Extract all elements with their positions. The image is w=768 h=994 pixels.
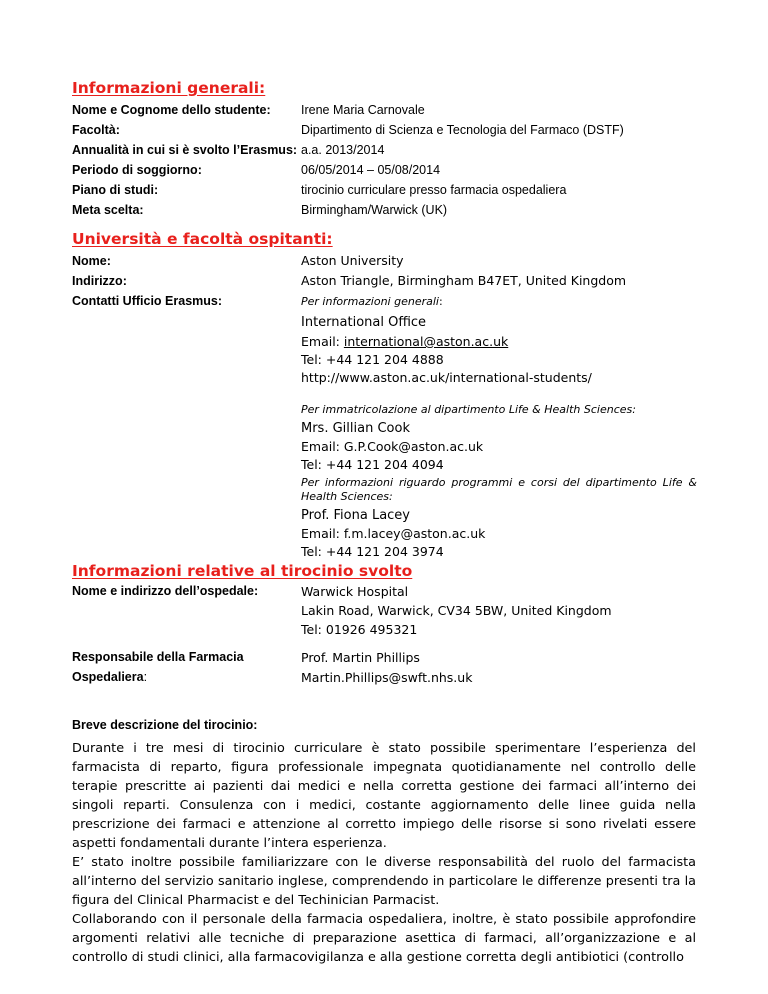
international-office-web: http://www.aston.ac.uk/international-students/	[301, 370, 592, 385]
study-plan-value: tirocinio curriculare presso farmacia ospedaliera	[301, 183, 567, 197]
enrolment-contact-title: Per immatricolazione al dipartimento Life & Health Sciences:	[301, 403, 636, 416]
enrolment-contact-email: Email: G.P.Cook@aston.ac.uk	[301, 439, 484, 454]
faculty-value: Dipartimento di Scienza e Tecnologia del Farmaco (DSTF)	[301, 123, 624, 137]
hospital-tel: Tel: 01926 495321	[301, 622, 418, 637]
erasmus-year-label: Annualità in cui si è svolto l’Erasmus:	[72, 143, 298, 157]
destination-label: Meta scelta:	[72, 203, 144, 217]
pharmacy-manager-email: Martin.Phillips@swft.nhs.uk	[301, 670, 473, 685]
host-address-label: Indirizzo:	[72, 274, 127, 288]
destination-value: Birmingham/Warwick (UK)	[301, 203, 448, 217]
description-paragraph: Durante i tre mesi di tirocinio curriculare è stato possibile sperimentare l’esperienza del farmacista di reparto, figura professionale impegnata quotidianamente nel controllo delle terapie prescritte ai pazienti dai medici e nella corretta gestione dei farmaci all’interno dei singoli reparti. Consulenza con i medici, costante aggiornamento delle linee guida nella prescrizione dei farmaci e attenzione al corretto impiego delle risorse si sono rivelati essere aspetti fondamentali durante l’intera esperienza.	[72, 741, 696, 851]
courses-contact-email: Email: f.m.lacey@aston.ac.uk	[301, 526, 486, 541]
host-name-label: Nome:	[72, 254, 111, 268]
internship-description	[72, 739, 696, 967]
international-office-tel: Tel: +44 121 204 4888	[301, 352, 444, 367]
stay-period-label: Periodo di soggiorno:	[72, 163, 202, 177]
host-address-value: Aston Triangle, Birmingham B47ET, United Kingdom	[301, 273, 627, 288]
internship-description-label: Breve descrizione del tirocinio:	[72, 718, 258, 732]
general-info-contact-title: Per informazioni generali:	[301, 295, 443, 308]
general-info-heading: Informazioni generali:	[72, 79, 266, 97]
courses-contact-tel: Tel: +44 121 204 3974	[301, 544, 444, 559]
international-office-name: International Office	[301, 315, 427, 330]
international-office-email: Email: international@aston.ac.uk	[301, 334, 509, 349]
courses-contact-title: Per informazioni riguardo programmi e corsi del dipartimento Life & Health Sciences:	[301, 476, 697, 503]
description-paragraph: E’ stato inoltre possibile familiarizzare con le diverse responsabilità del ruolo del farmacista all’interno del servizio sanitario inglese, comprendendo in particolare le differenze presenti tra la figura del Clinical Pharmacist e del Techinician Parmacist.	[72, 855, 696, 908]
host-name-value: Aston University	[301, 253, 404, 268]
pharmacy-manager-label-2: Ospedaliera:	[72, 670, 148, 684]
student-name-value: Irene Maria Carnovale	[301, 103, 425, 117]
internship-info-heading: Informazioni relative al tirocinio svolto	[72, 562, 413, 580]
erasmus-year-value: a.a. 2013/2014	[301, 143, 385, 157]
faculty-label: Facoltà:	[72, 123, 120, 137]
hospital-name: Warwick Hospital	[301, 584, 409, 599]
host-university-heading: Università e facoltà ospitanti:	[72, 230, 333, 248]
enrolment-contact-tel: Tel: +44 121 204 4094	[301, 457, 444, 472]
description-paragraph: Collaborando con il personale della farmacia ospedaliera, inoltre, è stato possibile approfondire argomenti relativi alle tecniche di preparazione asettica di farmaci, all’organizzazione e al controllo di studi clinici, alla farmacovigilanza e alla gestione corretta degli antibiotici (controllo	[72, 912, 696, 965]
enrolment-contact-name: Mrs. Gillian Cook	[301, 421, 410, 436]
pharmacy-manager-label: Responsabile della Farmacia	[72, 650, 244, 664]
international-office-email-link[interactable]: international@aston.ac.uk	[343, 334, 509, 349]
student-name-label: Nome e Cognome dello studente:	[72, 103, 271, 117]
hospital-address: Lakin Road, Warwick, CV34 5BW, United Kingdom	[301, 603, 612, 618]
erasmus-contacts-label: Contatti Ufficio Erasmus:	[72, 294, 223, 308]
stay-period-value: 06/05/2014 – 05/08/2014	[301, 163, 441, 177]
pharmacy-manager-name: Prof. Martin Phillips	[301, 650, 420, 665]
courses-contact-name: Prof. Fiona Lacey	[301, 508, 411, 523]
hospital-label: Nome e indirizzo dell’ospedale:	[72, 584, 259, 598]
study-plan-label: Piano di studi:	[72, 183, 159, 197]
